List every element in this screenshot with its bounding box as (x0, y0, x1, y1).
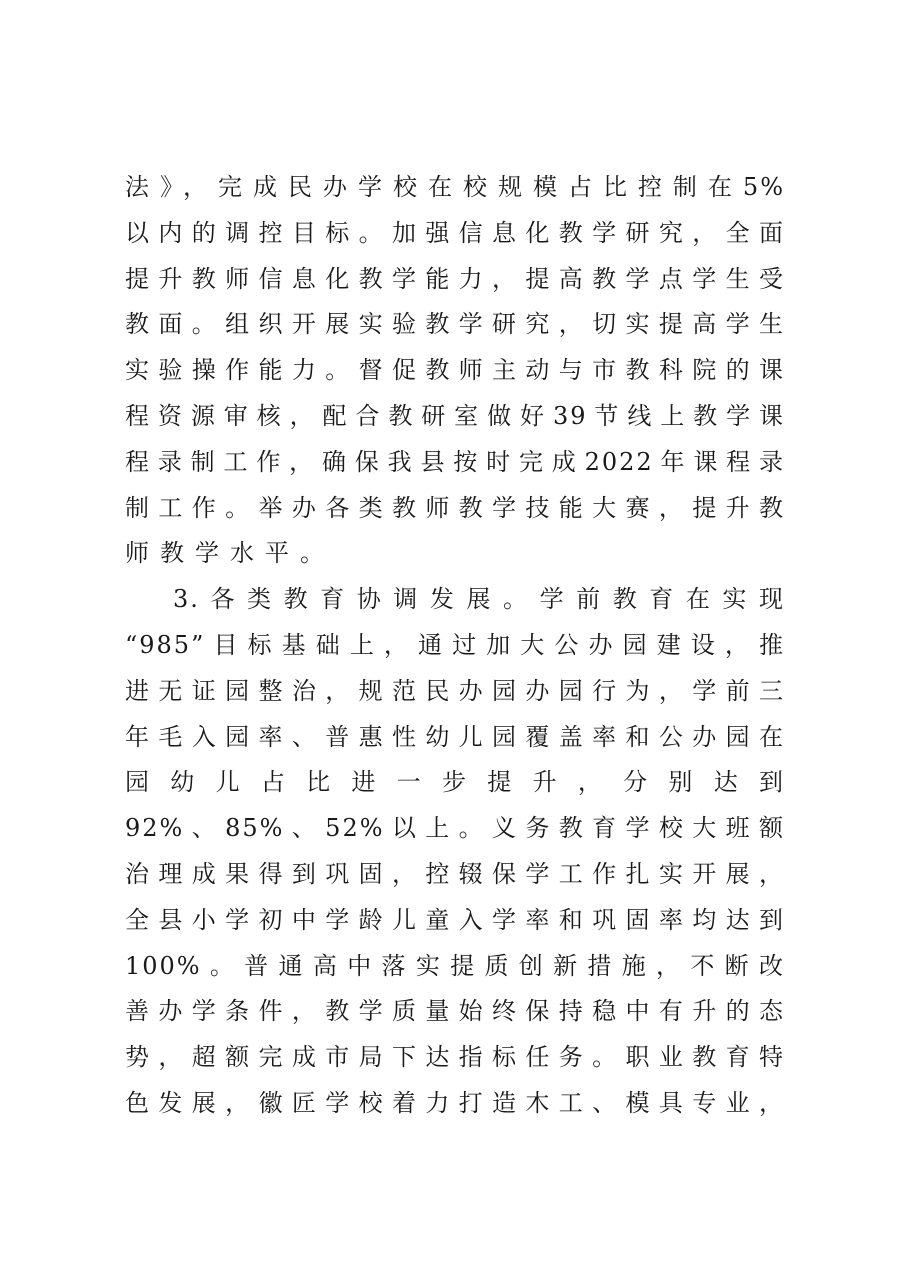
text-line: 100%。普通高中落实提质创新措施，不断改 (125, 951, 785, 980)
body-text (125, 165, 785, 1127)
text-line: 法》，完成民办学校在校规模占比控制在5% (125, 173, 785, 201)
text-line: 程资源审核，配合教研室做好39节线上教学课 (125, 401, 785, 430)
text-line: 以内的调控目标。加强信息化教学研究，全面 (125, 218, 785, 247)
text-line: 园 幼 儿 占 比 进 一 步 提 升 ， 分 别 达 到 (125, 768, 785, 797)
text-line: 色发展，徽匠学校着力打造木工、模具专业， (125, 1088, 785, 1117)
text-line: 程录制工作，确保我县按时完成2022年课程录 (125, 447, 785, 476)
text-line: 善办学条件，教学质量始终保持稳中有升的态 (125, 997, 785, 1026)
text-line: 进无证园整治，规范民办园办园行为，学前三 (125, 676, 785, 705)
text-line: 教面。组织开展实验教学研究，切实提高学生 (125, 310, 785, 339)
text-line: 提升教师信息化教学能力，提高教学点学生受 (125, 264, 785, 293)
text-line: 年毛入园率、普惠性幼儿园覆盖率和公办园在 (125, 722, 785, 751)
text-line: 实验操作能力。督促教师主动与市教科院的课 (125, 356, 785, 385)
text-line: 师教学水平。 (125, 539, 335, 568)
text-line: 92%、85%、52%以上。义务教育学校大班额 (125, 814, 785, 843)
text-line: 势，超额完成市局下达指标任务。职业教育特 (125, 1043, 785, 1072)
text-line: “985”目标基础上，通过加大公办园建设，推 (125, 630, 785, 659)
text-line: 全县小学初中学龄儿童入学率和巩固率均达到 (125, 905, 785, 934)
text-line: 制工作。举办各类教师教学技能大赛，提升教 (125, 493, 785, 522)
section-heading-line: 3.各类教育协调发展。学前教育在实现 (173, 585, 785, 614)
text-line: 治理成果得到巩固，控辍保学工作扎实开展， (125, 859, 785, 888)
